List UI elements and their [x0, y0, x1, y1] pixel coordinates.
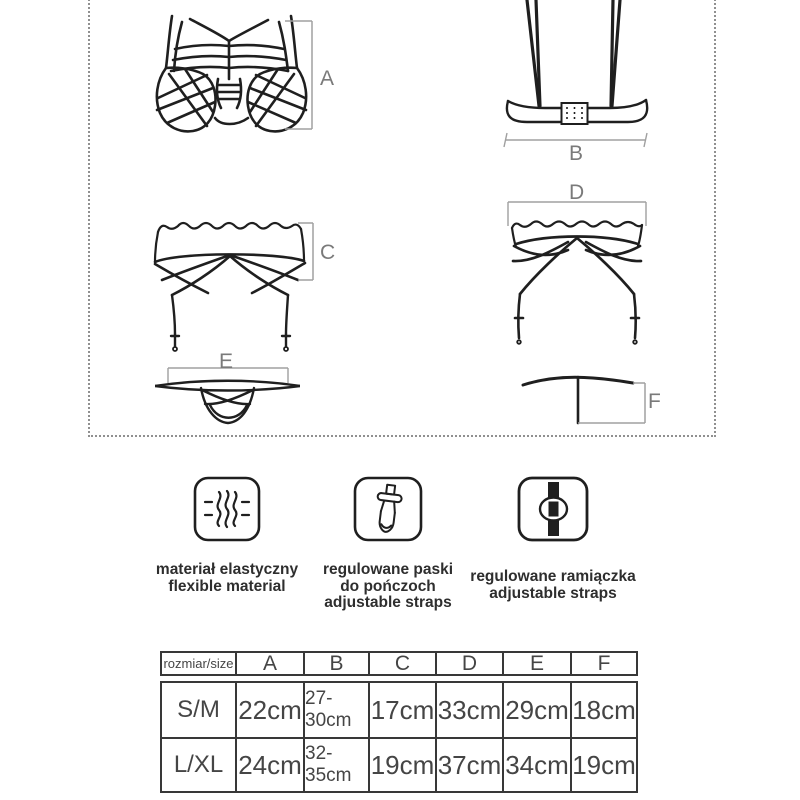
feature-caption-garter: regulowane paski do pończoch adjustable straps — [322, 561, 454, 611]
table-corner-label: rozmiar/size — [163, 656, 234, 671]
value-lxl-d: 37cm — [435, 737, 502, 791]
value-lxl-f: 19cm — [570, 737, 636, 791]
measure-label-a: A — [320, 67, 335, 90]
measure-label-b: B — [569, 142, 584, 165]
row-label-lxl: L/XL — [162, 737, 235, 791]
value-lxl-a: 24cm — [235, 737, 303, 791]
measure-label-d: D — [569, 181, 585, 204]
column-header-d: D — [435, 653, 502, 674]
column-header-f: F — [570, 653, 636, 674]
column-header-e: E — [502, 653, 570, 674]
dimension-f — [578, 383, 645, 423]
row-label-sm: S/M — [177, 696, 220, 723]
measure-label-f: F — [648, 390, 662, 413]
feature-caption-straps: regulowane ramiączka adjustable straps — [470, 568, 636, 602]
strap-sketch — [515, 372, 665, 432]
garter-belt-back-sketch — [498, 180, 660, 352]
column-header-b: B — [303, 653, 368, 674]
value-lxl-b: 32-35cm — [303, 737, 368, 791]
dimension-c — [298, 223, 313, 280]
measure-label-c: C — [320, 241, 336, 264]
column-header-a: A — [235, 653, 303, 674]
value-sm-c: 17cm — [368, 683, 435, 737]
bra-front-sketch — [145, 0, 320, 140]
value-lxl-c: 19cm — [368, 737, 435, 791]
measure-label-e: E — [219, 350, 234, 373]
column-header-c: C — [368, 653, 435, 674]
bra-back-sketch — [495, 0, 660, 165]
value-lxl-e: 34cm — [502, 737, 570, 791]
value-sm-a: 22cm — [235, 683, 303, 737]
value-sm-e: 29cm — [502, 683, 570, 737]
elastic-material-icon — [193, 476, 261, 542]
feature-caption-elastic: materiał elastyczny flexible material — [155, 561, 299, 595]
garter-belt-front-sketch — [148, 210, 320, 352]
value-sm-d: 33cm — [435, 683, 502, 737]
size-table-header — [160, 651, 638, 676]
value-sm-f: 18cm — [570, 683, 636, 737]
value-sm-b: 27-30cm — [303, 683, 368, 737]
size-table-body — [160, 681, 638, 793]
dimension-a — [285, 21, 312, 129]
strap-slider-icon — [517, 476, 589, 542]
garter-clip-icon — [353, 476, 423, 542]
